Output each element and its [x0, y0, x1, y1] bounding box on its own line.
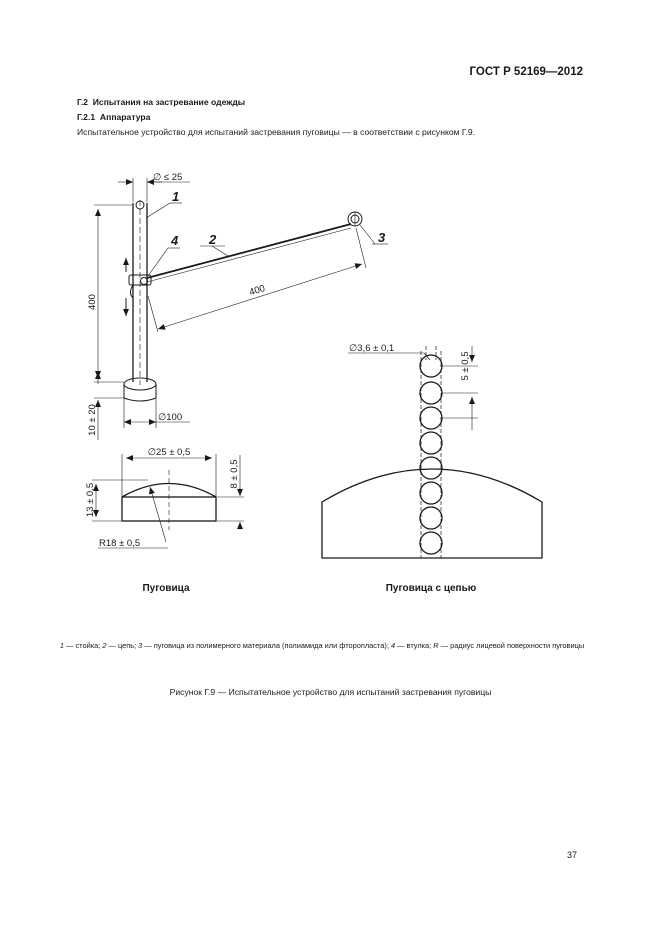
legend-num: 3: [138, 641, 143, 650]
legend-text: — стойка;: [63, 641, 103, 650]
chain-ball: [420, 532, 442, 554]
legend-num: 2: [102, 641, 107, 650]
chain-ball: [420, 432, 442, 454]
dim-chain-length: [148, 228, 366, 332]
dim-button-height-13: [92, 480, 148, 521]
dim-text-button-diameter: ∅25 ± 0,5: [147, 447, 191, 458]
legend-num: 1: [59, 641, 64, 650]
callout-2: 2: [209, 232, 217, 247]
chain-end-button: [348, 212, 362, 226]
section-number: Г.2.1: [77, 112, 96, 122]
page-number: 37: [566, 850, 577, 860]
chain-ball: [420, 457, 442, 479]
label-button: Пуговица: [142, 583, 190, 594]
figure-caption: Рисунок Г.9 — Испытательное устройство для испытаний застревания пуговицы: [169, 687, 492, 697]
button-profile: [122, 470, 216, 530]
chain-ball: [420, 507, 442, 529]
section-body-text: Испытательное устройство для испытаний застревания пуговицы — в соответствии с рисунком Г.9.: [77, 127, 476, 137]
chain-balls: [420, 346, 442, 558]
legend-num: 4: [390, 641, 396, 650]
chain-ball: [420, 407, 442, 429]
dim-height-400: [94, 205, 132, 382]
dim-text-button-radius: R18 ± 0,5: [99, 538, 141, 549]
standard-number: ГОСТ Р 52169—2012: [469, 66, 583, 78]
section-title: Испытания на застревание одежды: [92, 97, 246, 107]
dim-text-button-height-13: 13 ± 0,5: [85, 482, 96, 518]
dim-text-chain-length: 400: [248, 282, 267, 299]
label-button-with-chain: Пуговица с цепью: [385, 583, 477, 594]
dim-text-button-height-8: 8 ± 0,5: [229, 459, 240, 489]
callout-4: 4: [171, 233, 179, 248]
legend-num: R: [433, 641, 439, 650]
dim-text-height-400: 400: [87, 294, 98, 310]
chain-ball: [420, 382, 442, 404]
figure-legend: [52, 640, 592, 652]
section-title: Аппаратура: [99, 112, 151, 122]
callout-1: 1: [172, 189, 180, 204]
dim-text-ball-diameter: ∅3,6 ± 0,1: [349, 343, 395, 354]
legend-text: — втулка;: [395, 641, 434, 650]
legend-text: — пуговица из полимерного материала (полиамида или фторопласта);: [142, 641, 391, 650]
stand-post: [133, 200, 147, 385]
dim-text-ball-pitch: 5 ± 0,5: [460, 351, 471, 381]
chain-ball: [420, 482, 442, 504]
section-number: Г.2: [77, 97, 88, 107]
dim-text-base: 10 ± 20: [87, 404, 98, 436]
chain-ball: [420, 355, 442, 377]
dim-text-base-diameter: ∅100: [158, 412, 183, 423]
callout-3: 3: [378, 230, 386, 245]
dim-text-diameter-25: ∅ ≤ 25: [153, 172, 183, 183]
legend-text: — радиус лицевой поверхности пуговицы: [438, 641, 585, 650]
dim-ball-diameter: [348, 353, 430, 360]
legend-text: — цепь;: [106, 641, 139, 650]
